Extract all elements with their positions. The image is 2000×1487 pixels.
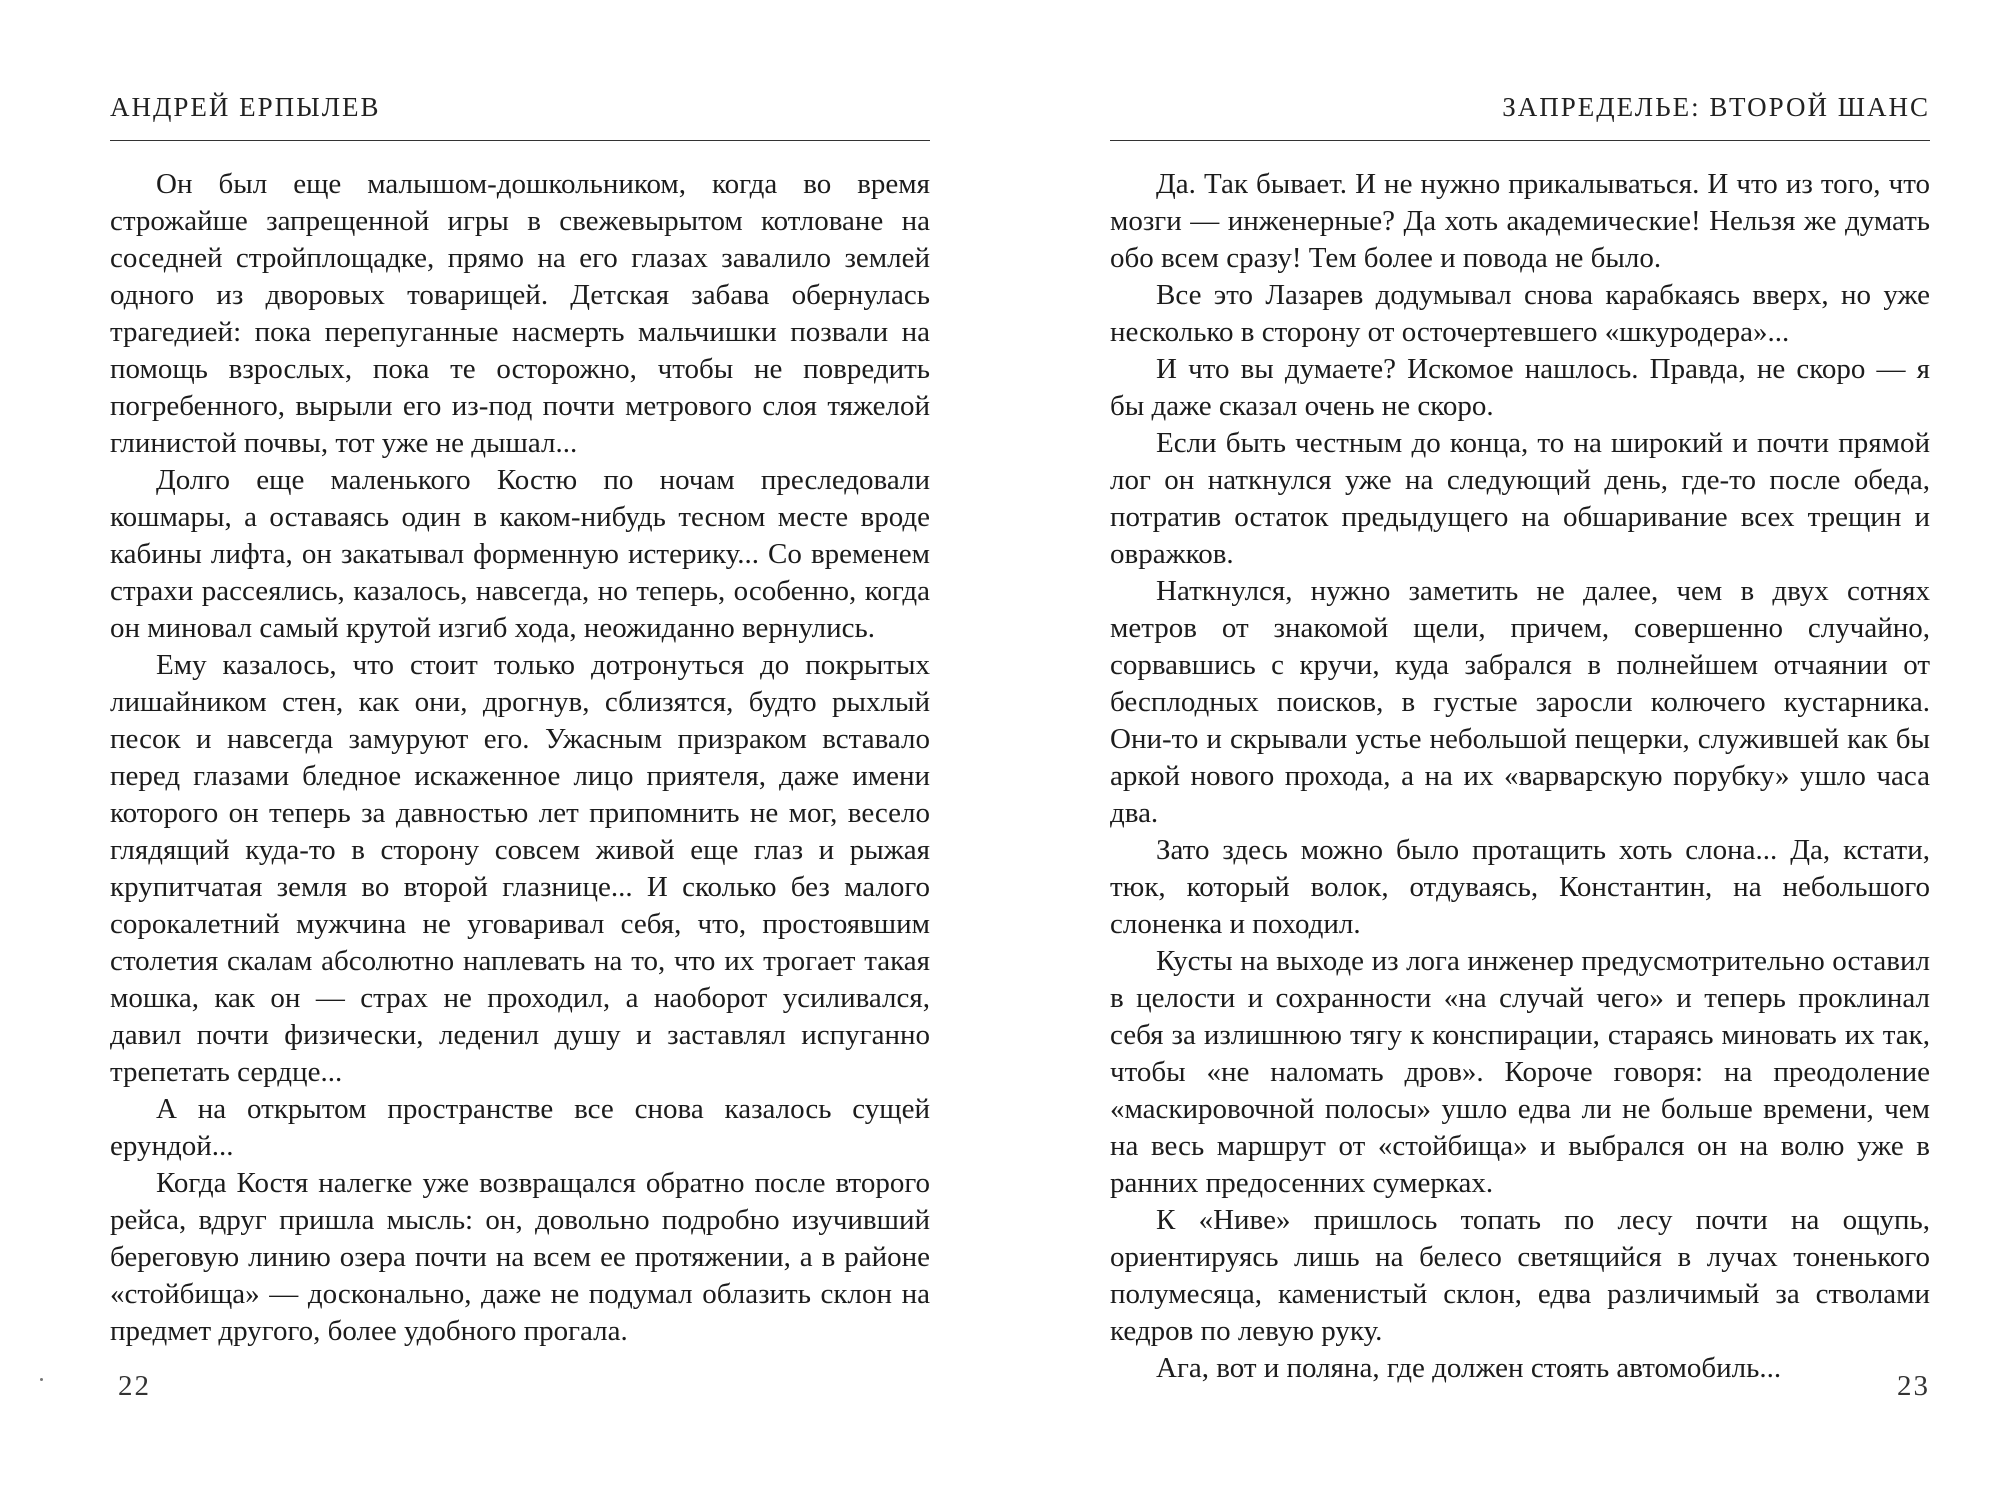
paragraph: Когда Костя налегке уже возвращался обратно после второго рейса, вдруг пришла мысль: он, довольно подробно изучивший береговую линию озера почти на всем ее протяжении, а в районе «стойбища» — досконально, даже не подумал облазить склон на предмет другого, более удобного прогала. — [110, 1167, 930, 1347]
paragraph: Ему казалось, что стоит только дотронуться до покрытых лишайником стен, как они, дрогнув, сблизятся, будто рыхлый песок и навсегда замуруют его. Ужасным призраком вставало перед глазами бледное искаженное лицо приятеля, даже имени которого он теперь за давностью лет припомнить не мог, весело глядящий куда-то в сторону совсем живой еще глаз и рыжая крупитчатая земля во второй глазнице... И сколько без малого сорокалетний мужчина не уговаривал себя, что, простоявшим столетия скалам абсолютно наплевать на то, что их трогает такая мошка, как он — страх не проходил, а наоборот усиливался, давил почти физически, леденил душу и заставлял испуганно трепетать сердце... — [110, 649, 930, 1088]
page-number: 22 — [118, 1370, 151, 1402]
left-page — [110, 0, 930, 1487]
paragraph: Зато здесь можно было протащить хоть слона... Да, кстати, тюк, который волок, отдуваясь, Константин, на небольшого слоненка и походил. — [1110, 834, 1930, 940]
paragraph: Если быть честным до конца, то на широкий и почти прямой лог он наткнулся уже на следующий день, где-то после обеда, потратив остаток предыдущего на обшаривание всех трещин и овражков. — [1110, 427, 1930, 570]
paragraph: К «Ниве» пришлось топать по лесу почти на ощупь, ориентируясь лишь на белесо светящийся в лучах тоненького полумесяца, каменистый склон, едва различимый за стволами кедров по левую руку. — [1110, 1204, 1930, 1347]
header-rule — [1110, 140, 1930, 141]
paragraph: Да. Так бывает. И не нужно прикалываться. И что из того, что мозги — инженерные? Да хоть академические! Нельзя же думать обо всем сразу! Тем более и повода не было. — [1110, 168, 1930, 274]
right-page — [1110, 0, 1930, 1487]
page-number: 23 — [1897, 1370, 1930, 1402]
right-page-body — [1110, 166, 1930, 1387]
print-speck — [40, 1378, 43, 1381]
paragraph: Наткнулся, нужно заметить не далее, чем в двух сотнях метров от знакомой щели, причем, совершенно случайно, сорвавшись с кручи, куда забрался в полнейшем отчаянии от бесплодных поисков, в густые заросли колючего кустарника. Они-то и скрывали устье небольшой пещерки, служившей как бы аркой нового прохода, а на их «варварскую порубку» ушло часа два. — [1110, 575, 1930, 829]
paragraph: Ага, вот и поляна, где должен стоять автомобиль... — [1156, 1352, 1782, 1384]
running-head-title: ЗАПРЕДЕЛЬЕ: ВТОРОЙ ШАНС — [1502, 92, 1930, 122]
paragraph: Все это Лазарев додумывал снова карабкаясь вверх, но уже несколько в сторону от осточертевшего «шкуродера»... — [1110, 279, 1930, 348]
paragraph: Он был еще малышом-дошкольником, когда во время строжайше запрещенной игры в свежевырытом котловане на соседней стройплощадке, прямо на его глазах завалило землей одного из дворовых товарищей. Детская забава обернулась трагедией: пока перепуганные насмерть мальчишки позвали на помощь взрослых, пока те осторожно, чтобы не повредить погребенного, вырыли его из-под почти метрового слоя тяжелой глинистой почвы, тот уже не дышал... — [110, 168, 930, 459]
header-rule — [110, 140, 930, 141]
left-page-body — [110, 166, 930, 1350]
paragraph: Кусты на выходе из лога инженер предусмотрительно оставил в целости и сохранности «на случай чего» и теперь проклинал себя за излишнюю тягу к конспирации, стараясь миновать их так, чтобы «не наломать дров». Короче говоря: на преодоление «маскировочной полосы» ушло едва ли не больше времени, чем на весь маршрут от «стойбища» и выбрался он на волю уже в ранних предосенних сумерках. — [1110, 945, 1930, 1199]
paragraph: И что вы думаете? Искомое нашлось. Правда, не скоро — я бы даже сказал очень не скоро. — [1110, 353, 1930, 422]
paragraph: А на открытом пространстве все снова казалось сущей ерундой... — [110, 1093, 930, 1162]
running-head-author: АНДРЕЙ ЕРПЫЛЕВ — [110, 92, 381, 122]
paragraph: Долго еще маленького Костю по ночам преследовали кошмары, а оставаясь один в каком-нибудь тесном месте вроде кабины лифта, он закатывал форменную истерику... Со временем страхи рассеялись, казалось, навсегда, но теперь, особенно, когда он миновал самый крутой изгиб хода, неожиданно вернулись. — [110, 464, 930, 644]
